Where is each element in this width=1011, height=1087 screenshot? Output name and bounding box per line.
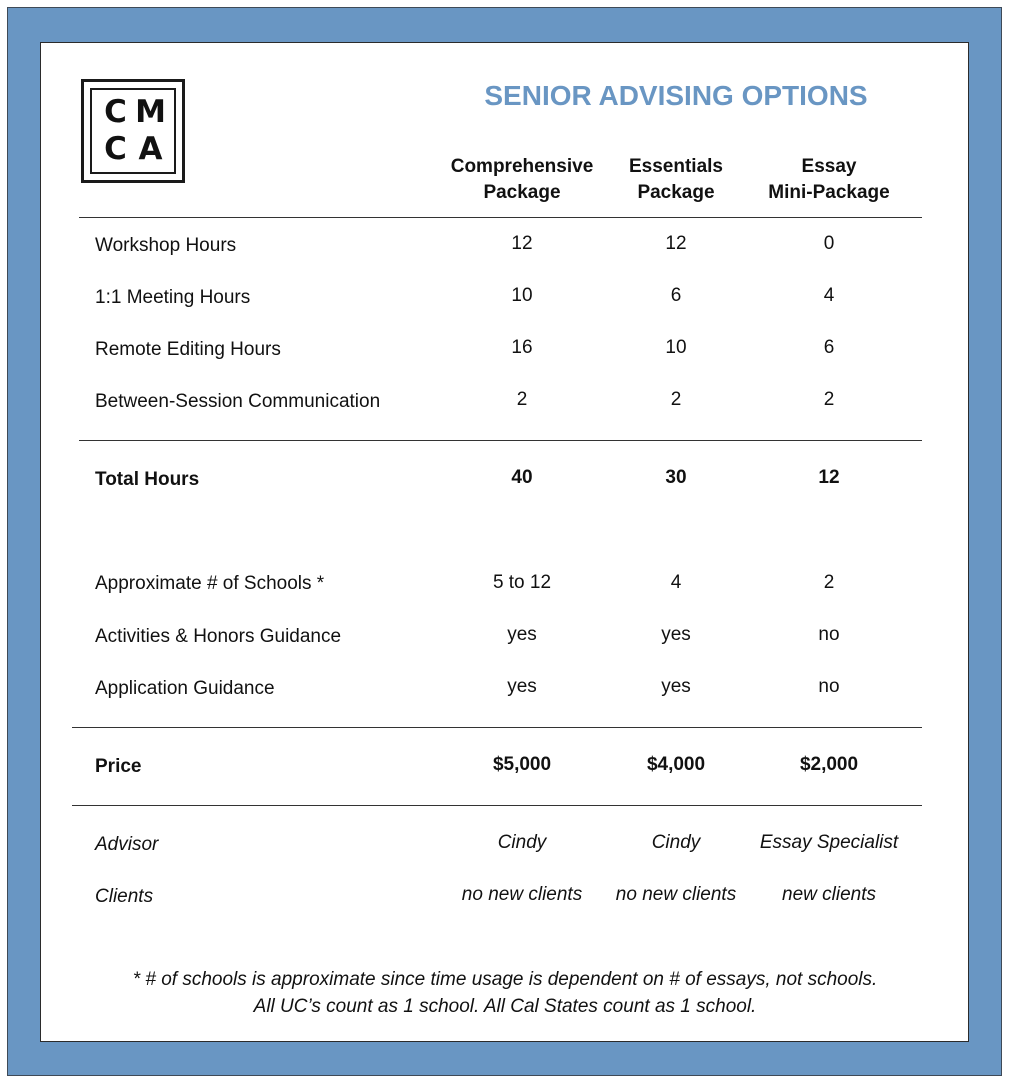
cell-value: 0: [823, 233, 835, 254]
row-label-advisor: Advisor: [95, 834, 159, 855]
column-header-line: Package: [637, 182, 715, 203]
row-label-total-hours: Total Hours: [95, 469, 200, 490]
footnote-line: All UC’s count as 1 school. All Cal States count as 1 school.: [253, 996, 757, 1017]
cell-value: yes: [507, 676, 537, 697]
column-header-essay-mini: [749, 154, 909, 206]
cell-value: 4: [670, 572, 682, 593]
page-title: SENIOR ADVISING OPTIONS: [484, 80, 868, 111]
cell-value: 4: [823, 285, 835, 306]
cell-value: yes: [507, 624, 537, 645]
cell-value: yes: [661, 624, 691, 645]
cell-value: yes: [661, 676, 691, 697]
cell-value: Cindy: [651, 832, 701, 853]
cell-value: 2: [823, 572, 835, 593]
divider: [79, 217, 922, 218]
cell-value: 40: [511, 467, 533, 488]
cell-value: 2: [670, 389, 682, 410]
row-label-clients: Clients: [95, 886, 154, 907]
cell-value: 30: [665, 467, 687, 488]
cell-value: no: [818, 676, 840, 697]
cell-value: Cindy: [497, 832, 547, 853]
cell-value: 6: [823, 337, 835, 358]
row-label-meeting-hours: 1:1 Meeting Hours: [95, 287, 251, 308]
row-label-remote-editing-hours: Remote Editing Hours: [95, 339, 281, 360]
row-label-schools: Approximate # of Schools *: [95, 573, 325, 594]
column-header-line: Package: [483, 182, 561, 203]
price-value: $5,000: [492, 754, 552, 775]
divider: [72, 805, 922, 806]
divider: [79, 440, 922, 441]
column-header-comprehensive: [442, 154, 602, 206]
logo-letter: M: [135, 94, 166, 130]
price-value: $4,000: [646, 754, 706, 775]
cell-value: 10: [665, 337, 687, 358]
footnote-line: * # of schools is approximate since time usage is dependent on # of essays, not schools.: [132, 969, 878, 990]
cell-value: 12: [665, 233, 687, 254]
row-label-workshop-hours: Workshop Hours: [95, 235, 237, 256]
cell-value: new clients: [782, 884, 876, 905]
cell-value: 5 to 12: [492, 572, 552, 593]
cell-value: no: [818, 624, 840, 645]
cmca-logo: [81, 79, 185, 183]
column-header-line: Mini-Package: [768, 182, 890, 203]
logo-letter: C: [104, 131, 127, 167]
row-label-activities-guidance: Activities & Honors Guidance: [95, 626, 342, 647]
row-label-between-session: Between-Session Communication: [95, 391, 381, 412]
cell-value: 12: [511, 233, 533, 254]
column-header-line: Essay: [801, 156, 857, 177]
cell-value: Essay Specialist: [759, 832, 899, 853]
cell-value: no new clients: [615, 884, 737, 905]
cell-value: 6: [670, 285, 682, 306]
divider: [72, 727, 922, 728]
footnote: [60, 966, 950, 1020]
cell-value: no new clients: [461, 884, 583, 905]
row-label-price: Price: [95, 756, 142, 777]
cell-value: 2: [823, 389, 835, 410]
column-header-essentials: [596, 154, 756, 206]
price-value: $2,000: [799, 754, 859, 775]
cell-value: 12: [818, 467, 840, 488]
column-header-line: Essentials: [629, 156, 723, 177]
column-header-line: Comprehensive: [450, 156, 594, 177]
logo-letter: C: [104, 94, 127, 130]
cell-value: 10: [511, 285, 533, 306]
row-label-application-guidance: Application Guidance: [95, 678, 275, 699]
cell-value: 16: [511, 337, 533, 358]
logo-letter: A: [138, 131, 163, 167]
cell-value: 2: [516, 389, 528, 410]
